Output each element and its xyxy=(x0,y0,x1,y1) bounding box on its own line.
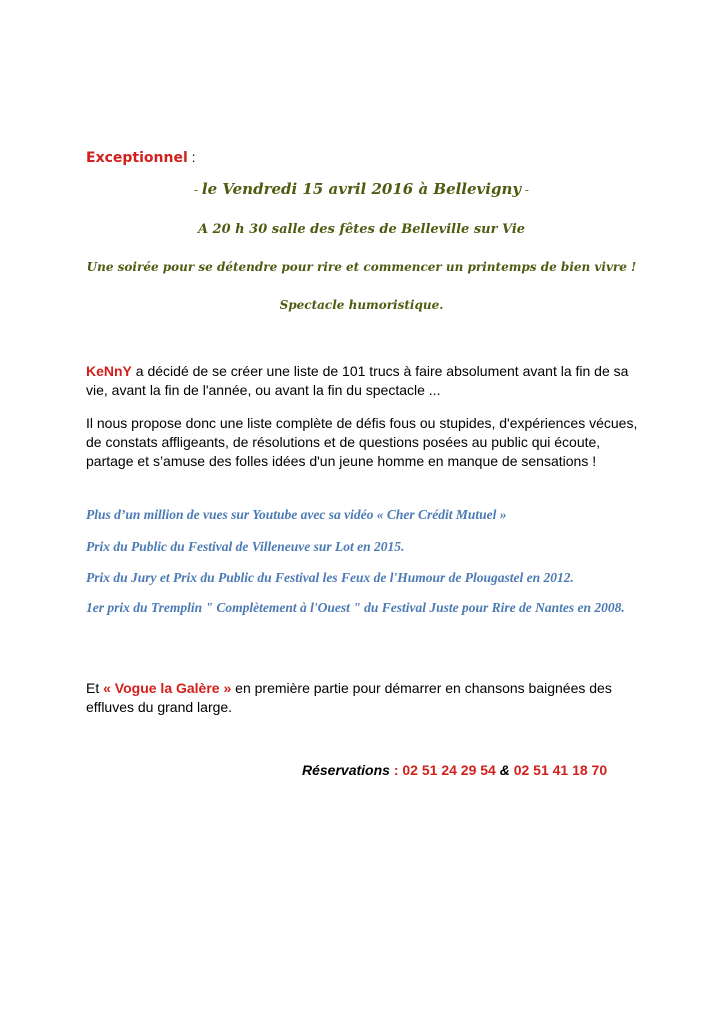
reservations-colon: : xyxy=(389,762,403,778)
reservations-label: Réservations xyxy=(302,762,390,778)
reservations-phone-2: 02 51 41 18 70 xyxy=(513,762,608,778)
exceptionnel-label: Exceptionnel xyxy=(86,150,188,166)
reservations-phone-1: 02 51 24 29 54 xyxy=(402,762,496,778)
event-type: Spectacle humoristique. xyxy=(279,298,444,312)
date-text: le Vendredi 15 avril 2016 à Bellevigny xyxy=(201,180,522,198)
date-dash-left: - xyxy=(194,183,202,197)
award-item: 1er prix du Tremplin " Complètement à l'Ouest " du Festival Juste pour Rire de Nantes en 2008. xyxy=(86,600,625,615)
first-part-et: Et xyxy=(86,680,104,696)
reservations-line xyxy=(302,762,607,778)
exceptionnel-colon: : xyxy=(187,149,196,165)
first-part-group: « Vogue la Galère » xyxy=(103,680,232,696)
first-part-paragraph xyxy=(86,679,646,717)
artist-name: KeNnY xyxy=(86,363,132,379)
description-paragraph-2: Il nous propose donc une liste complète de défis fous ou stupides, d'expériences vécues, de constats affligeants, de résolutions et de questions posées au public qui écoute, partage et s’amuse des folles idées d'un jeune homme en manque de sensations ! xyxy=(86,415,638,469)
description-paragraph-1 xyxy=(86,362,646,400)
award-item: Plus d’un million de vues sur Youtube avec sa vidéo « Cher Crédit Mutuel » xyxy=(86,507,507,522)
event-date xyxy=(0,180,723,198)
exceptionnel-line xyxy=(86,149,196,166)
event-tagline: Une soirée pour se détendre pour rire et commencer un printemps de bien vivre ! xyxy=(86,260,637,274)
date-dash-right: - xyxy=(521,183,529,197)
award-item: Prix du Jury et Prix du Public du Festival les Feux de l'Humour de Plougastel en 2012. xyxy=(86,570,574,585)
award-item: Prix du Public du Festival de Villeneuve sur Lot en 2015. xyxy=(86,539,405,554)
event-venue: A 20 h 30 salle des fêtes de Belleville sur Vie xyxy=(197,222,526,237)
reservations-amp: & xyxy=(495,762,514,778)
description-text-1: a décidé de se créer une liste de 101 trucs à faire absolument avant la fin de sa vie, avant la fin de l'année, ou avant la fin du spectacle ... xyxy=(86,363,629,398)
first-part-text: en première partie pour démarrer en chansons baignées des effluves du grand large. xyxy=(86,680,612,715)
